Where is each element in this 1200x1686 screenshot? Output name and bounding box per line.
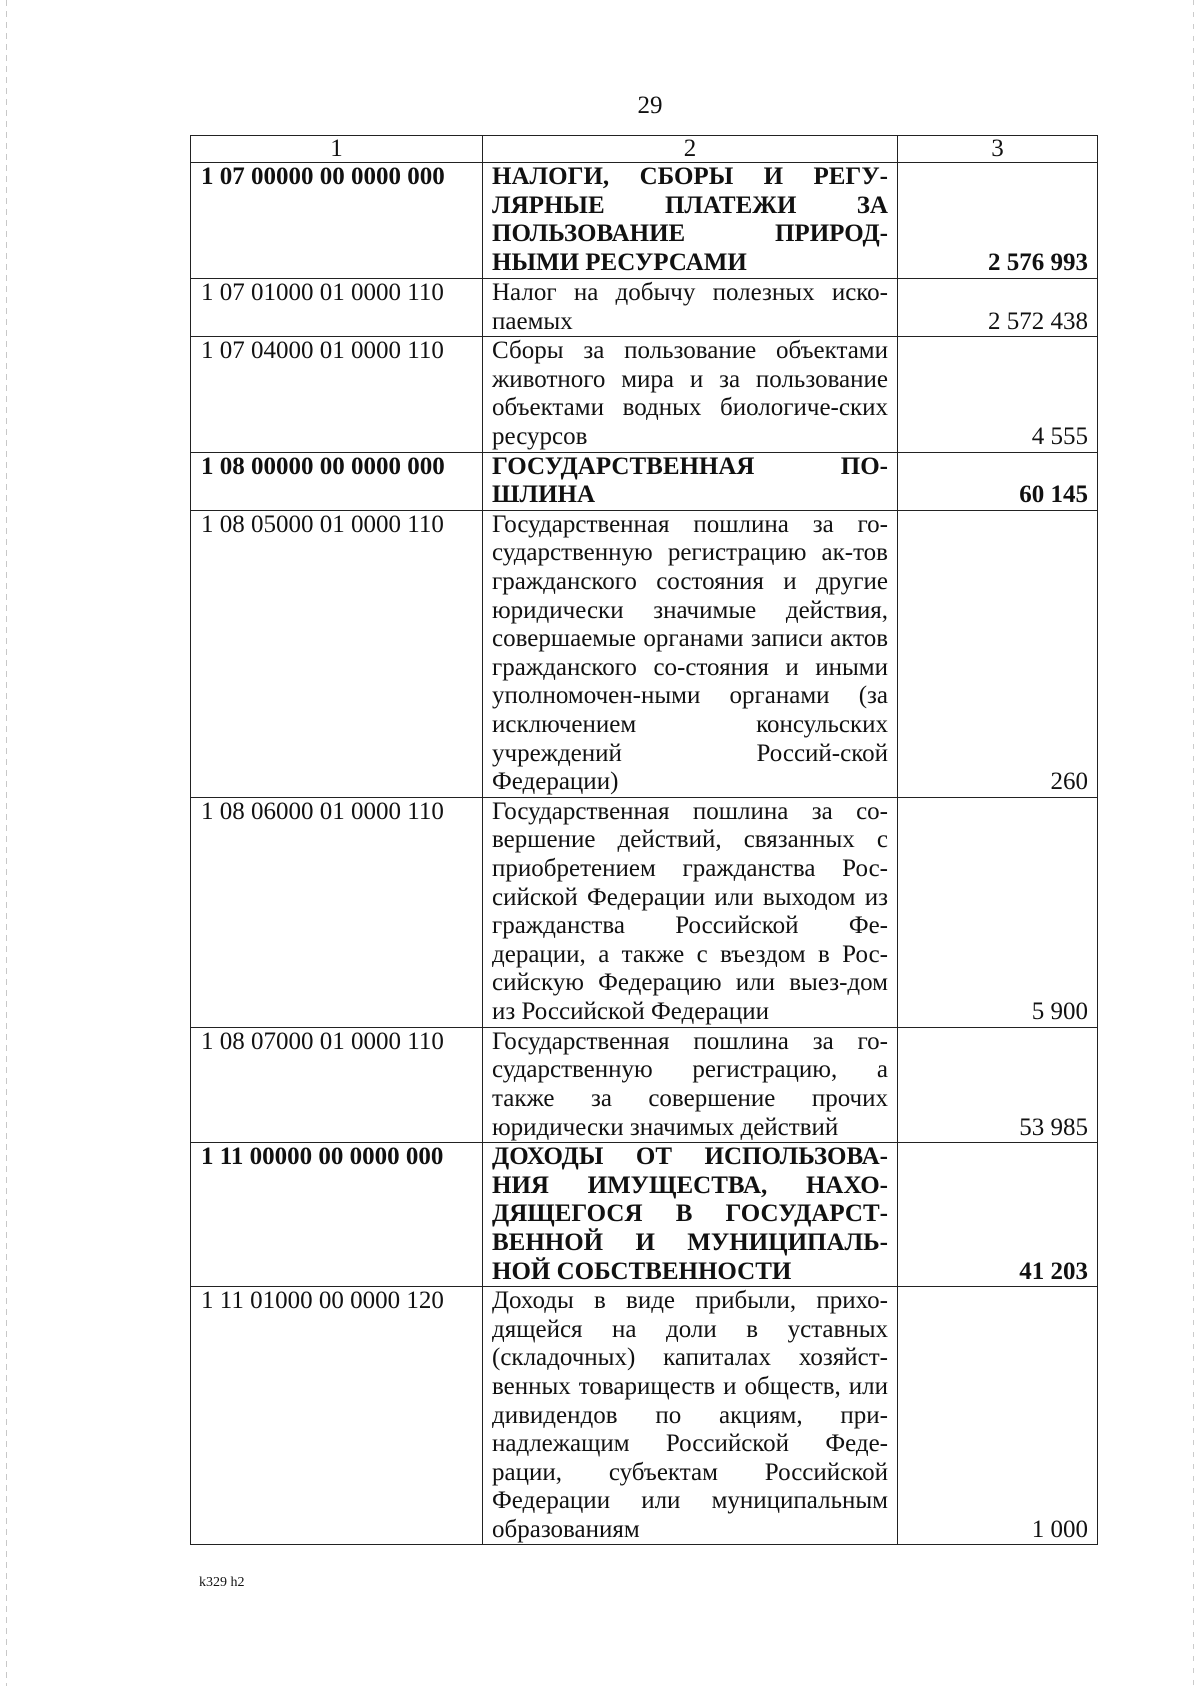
row-amount: 2 572 438 xyxy=(898,279,1098,337)
row-name: Государственная пошлина за со-вершение действий, связанных с приобретением гражданства Рос-сийской Федерации или выходом из гражданства Российской Фе-дерации, а также с въездом в Рос-сийскую Федерацию или выез-дом из Российской Федерации xyxy=(483,797,898,1027)
header-col-3: 3 xyxy=(898,136,1098,163)
table-row xyxy=(191,797,1098,1027)
row-amount: 4 555 xyxy=(898,337,1098,452)
row-name: Государственная пошлина за го-сударственную регистрацию ак-тов гражданского состояния и другие юридически значимые действия, совершаемые органами записи актов гражданского со-стояния и иными уполномочен-ными органами (за исключением консульских учреждений Россий-ской Федерации) xyxy=(483,510,898,797)
row-amount: 53 985 xyxy=(898,1027,1098,1142)
table-row xyxy=(191,337,1098,452)
table-header-row xyxy=(191,136,1098,163)
table-row xyxy=(191,1287,1098,1545)
revenue-table xyxy=(190,135,1098,1545)
table-row xyxy=(191,1143,1098,1287)
table-row xyxy=(191,452,1098,510)
row-code: 1 08 07000 01 0000 110 xyxy=(191,1027,483,1142)
row-amount: 60 145 xyxy=(898,452,1098,510)
row-name: ГОСУДАРСТВЕННАЯ ПО-ШЛИНА xyxy=(483,452,898,510)
row-code: 1 11 00000 00 0000 000 xyxy=(191,1143,483,1287)
row-name: НАЛОГИ, СБОРЫ И РЕГУ-ЛЯРНЫЕ ПЛАТЕЖИ ЗА ПОЛЬЗОВАНИЕ ПРИРОД-НЫМИ РЕСУРСАМИ xyxy=(483,163,898,279)
table-row xyxy=(191,510,1098,797)
table-row xyxy=(191,279,1098,337)
footer-document-code: k329 h2 xyxy=(199,1575,245,1590)
table-row xyxy=(191,1027,1098,1142)
row-amount: 2 576 993 xyxy=(898,163,1098,279)
scan-edge-right xyxy=(1193,0,1194,1686)
table-row xyxy=(191,163,1098,279)
header-col-1: 1 xyxy=(191,136,483,163)
scan-edge-left xyxy=(6,0,7,1686)
row-code: 1 11 01000 00 0000 120 xyxy=(191,1287,483,1545)
row-code: 1 07 04000 01 0000 110 xyxy=(191,337,483,452)
row-code: 1 07 00000 00 0000 000 xyxy=(191,163,483,279)
row-name: Налог на добычу полезных иско-паемых xyxy=(483,279,898,337)
row-amount: 5 900 xyxy=(898,797,1098,1027)
row-code: 1 08 05000 01 0000 110 xyxy=(191,510,483,797)
row-name: Сборы за пользование объектами животного мира и за пользование объектами водных биологиче-ских ресурсов xyxy=(483,337,898,452)
row-name: Государственная пошлина за го-сударственную регистрацию, а также за совершение прочих юридически значимых действий xyxy=(483,1027,898,1142)
row-code: 1 08 00000 00 0000 000 xyxy=(191,452,483,510)
row-amount: 41 203 xyxy=(898,1143,1098,1287)
row-code: 1 07 01000 01 0000 110 xyxy=(191,279,483,337)
page-number: 29 xyxy=(637,92,663,119)
row-code: 1 08 06000 01 0000 110 xyxy=(191,797,483,1027)
header-col-2: 2 xyxy=(483,136,898,163)
row-amount: 260 xyxy=(898,510,1098,797)
row-amount: 1 000 xyxy=(898,1287,1098,1545)
row-name: ДОХОДЫ ОТ ИСПОЛЬЗОВА-НИЯ ИМУЩЕСТВА, НАХО-ДЯЩЕГОСЯ В ГОСУДАРСТ-ВЕННОЙ И МУНИЦИПАЛЬ-НОЙ СОБСТВЕННОСТИ xyxy=(483,1143,898,1287)
row-name: Доходы в виде прибыли, прихо-дящейся на доли в уставных (складочных) капиталах хозяйст-венных товариществ и обществ, или дивидендов по акциям, при-надлежащим Российской Феде-рации, субъектам Российской Федерации или муниципальным образованиям xyxy=(483,1287,898,1545)
